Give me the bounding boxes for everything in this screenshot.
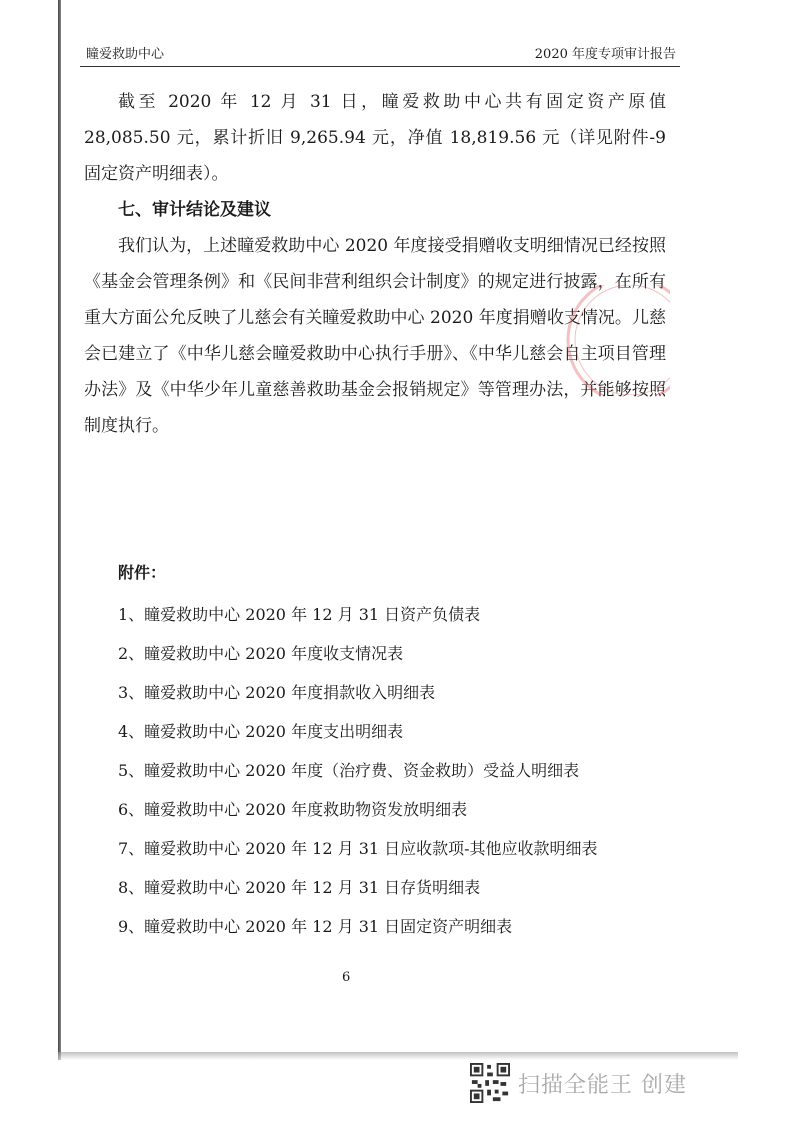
attachment-item: 1、瞳爱救助中心 2020 年 12 月 31 日资产负债表 [118,605,481,624]
seal-stamp-icon [520,285,670,395]
page-number: 6 [342,970,351,985]
attachment-item: 8、瞳爱救助中心 2020 年 12 月 31 日存货明细表 [118,878,481,897]
header-report-title: 2020 年度专项审计报告 [534,47,676,62]
attachment-item: 2、瞳爱救助中心 2020 年度收支情况表 [118,644,404,663]
attachments-list [118,595,598,946]
attachment-item: 9、瞳爱救助中心 2020 年 12 月 31 日固定资产明细表 [118,917,513,936]
header-org-name: 瞳爱救助中心 [86,47,165,62]
watermark-text: 扫描全能王 创建 [518,1072,687,1098]
attachment-item: 6、瞳爱救助中心 2020 年度救助物资发放明细表 [118,800,468,819]
page-bottom-shadow [58,1052,738,1060]
page-edge [58,0,61,1060]
audit-conclusion-paragraph: 我们认为，上述瞳爱救助中心 2020 年度接受捐赠收支明细情况已经按照《基金会管理条例》和《民间非营利组织会计制度》的规定进行披露，在所有重大方面公允反映了儿慈会有关瞳爱救助中心 2020 年度捐赠收支情况。儿慈会已建立了《中华儿慈会瞳爱救助中心执行手册》、《中华儿慈会自主项目管理办法》及《中华少年儿童慈善救助基金会报销规定》等管理办法，并能够按照制度执行。 [84,236,666,436]
page-header [80,38,680,67]
fixed-assets-paragraph: 截至 2020 年 12 月 31 日，瞳爱救助中心共有固定资产原值 28,085.50 元，累计折旧 9,265.94 元，净值 18,819.56 元（详见附件-9 固定资产明细表）。 [84,92,666,184]
attachment-item: 5、瞳爱救助中心 2020 年度（治疗费、资金救助）受益人明细表 [118,761,580,780]
scanner-watermark [470,1063,687,1103]
attachment-item: 7、瞳爱救助中心 2020 年 12 月 31 日应收款项-其他应收款明细表 [118,839,598,858]
attachment-item: 3、瞳爱救助中心 2020 年度捐款收入明细表 [118,683,436,702]
section-title: 七、审计结论及建议 [118,200,271,220]
qr-code-icon [470,1063,510,1103]
attachment-item: 4、瞳爱救助中心 2020 年度支出明细表 [118,722,404,741]
attachments-title: 附件： [118,563,167,582]
